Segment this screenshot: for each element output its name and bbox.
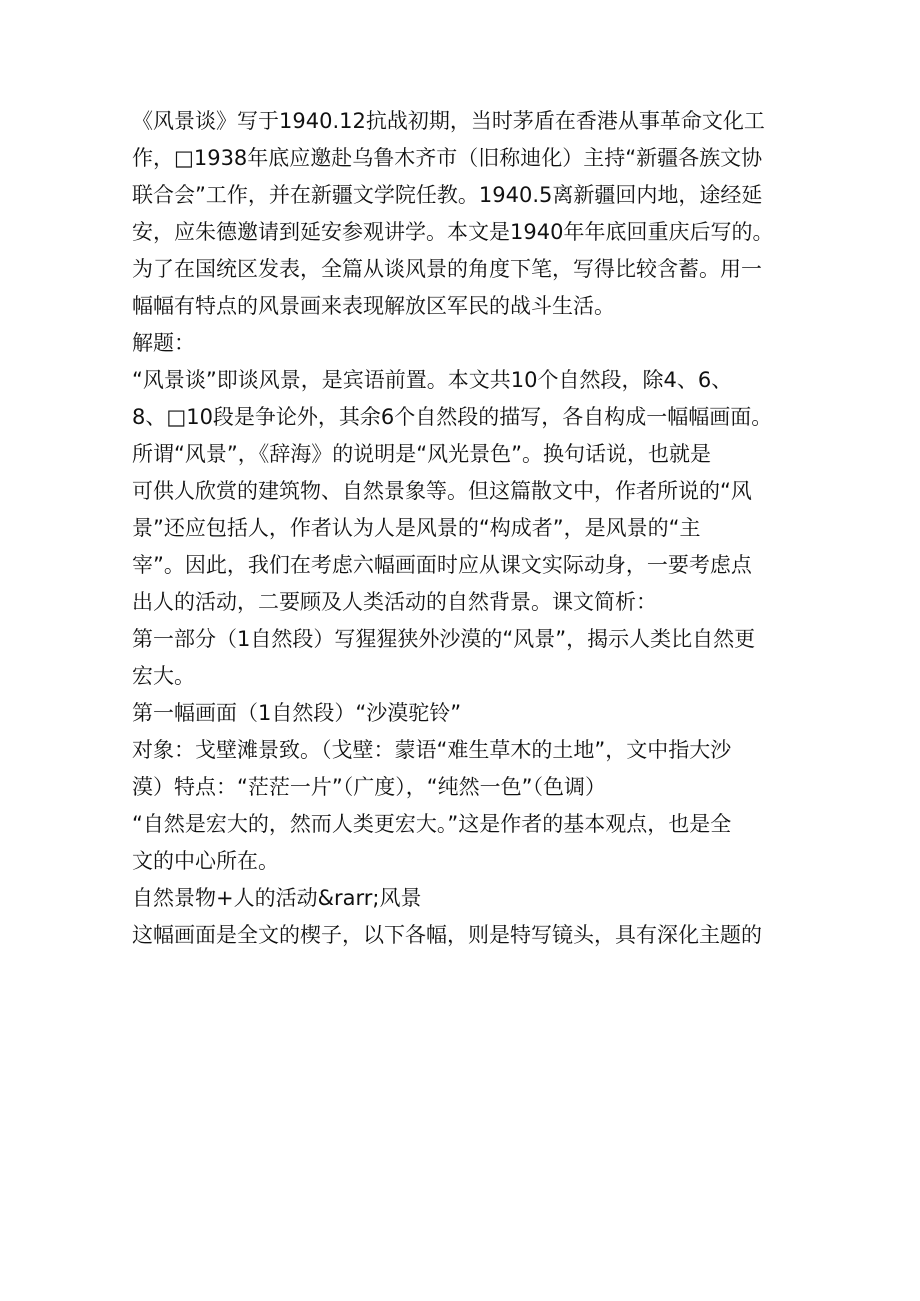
text-line-12: 景”还应包括人，作者认为人是风景的“构成者”，是风景的“主 [132, 516, 701, 540]
text-line-18: 对象：戈壁滩景致。（戈壁：蒙语“难生草木的土地”，文中指大沙 [132, 738, 732, 762]
text-line-23: 这幅画面是全文的楔子，以下各幅，则是特写镜头，具有深化主题的 [132, 923, 762, 947]
text-line-1: 《风景谈》写于1940.12抗战初期，当时茅盾在香港从事革命文化工 [132, 109, 765, 133]
text-line-8: “风景谈”即谈风景，是宾语前置。本文共10个自然段，除4、6、 [132, 368, 733, 392]
text-line-5: 为了在国统区发表，全篇从谈风景的角度下笔，写得比较含蓄。用一 [132, 257, 762, 281]
text-line-10: 所谓“风景”，《辞海》的说明是“风光景色”。换句话说，也就是 [132, 442, 712, 466]
document-body [132, 103, 802, 954]
text-line-13: 宰”。因此，我们在考虑六幅画面时应从课文实际动身，一要考虑点 [132, 553, 752, 577]
text-line-3: 联合会”工作，并在新疆文学院任教。1940.5离新疆回内地，途经延 [132, 183, 763, 207]
text-line-4: 安，应朱德邀请到延安参观讲学。本文是1940年年底回重庆后写的。 [132, 220, 774, 244]
text-line-19: 漠）特点：“茫茫一片”（广度），“纯然一色”（色调） [132, 775, 607, 799]
text-line-6: 幅幅有特点的风景画来表现解放区军民的战斗生活。 [132, 294, 615, 318]
text-line-11: 可供人欣赏的建筑物、自然景象等。但这篇散文中，作者所说的“风 [132, 479, 752, 503]
text-line-9: 8、□10段是争论外，其余6个自然段的描写，各自构成一幅幅画面。 [132, 405, 773, 429]
text-line-14: 出人的活动，二要顾及人类活动的自然背景。课文简析： [132, 590, 657, 614]
section-heading-jieti: 解题： [132, 331, 195, 355]
text-line-22: 自然景物+人的活动&rarr;风景 [132, 886, 422, 910]
text-line-20: “自然是宏大的，然而人类更宏大。”这是作者的基本观点，也是全 [132, 812, 732, 836]
text-line-21: 文的中心所在。 [132, 849, 279, 873]
text-line-17: 第一幅画面（1自然段）“沙漠驼铃” [132, 701, 462, 725]
text-line-15: 第一部分（1自然段）写猩猩狭外沙漠的“风景”，揭示人类比自然更 [132, 627, 756, 651]
text-line-16: 宏大。 [132, 664, 195, 688]
text-line-2: 作，□1938年底应邀赴乌鲁木齐市（旧称迪化）主持“新疆各族文协 [132, 146, 763, 170]
